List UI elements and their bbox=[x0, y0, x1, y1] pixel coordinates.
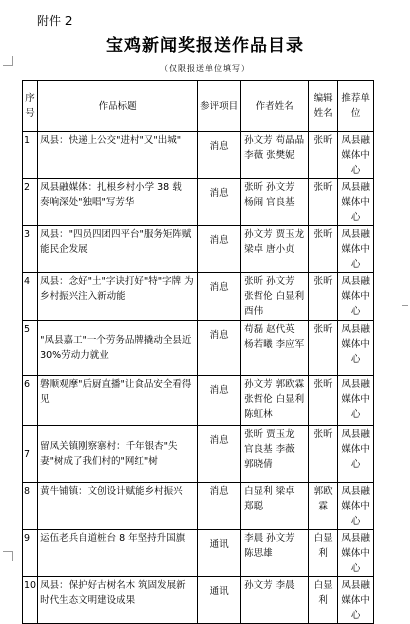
work-unit: 凤县融媒体中心 bbox=[338, 483, 374, 530]
work-category: 消息 bbox=[198, 179, 241, 226]
work-title: 凤县：念好"土"字诀打好"特"字牌 为乡村振兴注入新动能 bbox=[38, 273, 198, 321]
row-number: 9 bbox=[23, 530, 38, 577]
work-editor: 张昕 bbox=[309, 226, 338, 273]
column-header-unit: 推荐单位 bbox=[338, 81, 374, 132]
work-editor: 白显利 bbox=[309, 530, 338, 577]
works-table bbox=[22, 80, 374, 624]
row-number: 8 bbox=[23, 483, 38, 530]
work-category: 消息 bbox=[198, 273, 241, 321]
work-unit: 凤县融媒体中心 bbox=[338, 273, 374, 321]
work-category: 消息 bbox=[198, 226, 241, 273]
work-authors: 张昕 孙文芳 杨闹 官良基 bbox=[241, 179, 309, 226]
column-header-title: 作品标题 bbox=[38, 81, 198, 132]
page-edge-tick bbox=[402, 305, 408, 306]
table-row bbox=[23, 426, 374, 483]
row-number: 2 bbox=[23, 179, 38, 226]
work-editor: 张昕 bbox=[309, 273, 338, 321]
table-header-row bbox=[23, 81, 374, 132]
work-title: 凤县：保护好古树名木 筑固发展新时代生态文明建设成果 bbox=[38, 577, 198, 624]
work-unit: 凤县融媒体中心 bbox=[338, 226, 374, 273]
column-header-category: 参评项目 bbox=[198, 81, 241, 132]
work-unit: 凤县融媒体中心 bbox=[338, 179, 374, 226]
work-authors: 孙文芳 苟晶晶 李薇 张樊妮 bbox=[241, 132, 309, 179]
work-authors: 张昕 贾玉龙 官良基 李薇 郭晓倩 bbox=[241, 426, 309, 483]
work-authors: 张昕 孙文芳 张哲伦 白显利 酉伟 bbox=[241, 273, 309, 321]
table-row bbox=[23, 530, 374, 577]
work-authors: 孙文芳 贾玉龙 梁卓 唐小贞 bbox=[241, 226, 309, 273]
work-unit: 凤县融媒体中心 bbox=[338, 577, 374, 624]
work-editor: 张昕 bbox=[309, 426, 338, 483]
table-row bbox=[23, 273, 374, 321]
work-authors: 李晨 孙文芳 陈思雄 bbox=[241, 530, 309, 577]
work-title: 凤县："四员四团四平台"服务矩阵赋能民企发展 bbox=[38, 226, 198, 273]
work-title: "凤县嘉工"一个劳务品牌撬动全县近30%劳动力就业 bbox=[38, 321, 198, 376]
column-header-authors: 作者姓名 bbox=[241, 81, 309, 132]
work-title: 黄牛铺镇：文创设计赋能乡村振兴 bbox=[38, 483, 198, 530]
work-authors: 苟磊 赵代英 杨若曦 李应军 bbox=[241, 321, 309, 376]
row-number: 3 bbox=[23, 226, 38, 273]
row-number: 6 bbox=[23, 376, 38, 426]
work-editor: 张昕 bbox=[309, 179, 338, 226]
crop-mark-bottom-left bbox=[3, 551, 13, 561]
work-editor: 张昕 bbox=[309, 321, 338, 376]
row-number: 7 bbox=[23, 426, 38, 483]
work-editor: 郭欧霖 bbox=[309, 483, 338, 530]
table-row bbox=[23, 577, 374, 624]
work-title: 凤县融媒体：扎根乡村小学 38 载 奏响深处"独唱"写芳华 bbox=[38, 179, 198, 226]
work-category: 消息 bbox=[198, 376, 241, 426]
work-title: 凤县：快递上公交"进村"又"出城" bbox=[38, 132, 198, 179]
row-number: 4 bbox=[23, 273, 38, 321]
work-category: 消息 bbox=[198, 321, 241, 376]
table-row bbox=[23, 483, 374, 530]
row-number: 5 bbox=[23, 321, 38, 376]
work-unit: 凤县融媒体中心 bbox=[338, 376, 374, 426]
work-editor: 白显利 bbox=[309, 577, 338, 624]
column-header-no: 序号 bbox=[23, 81, 38, 132]
table-row bbox=[23, 321, 374, 376]
work-authors: 白显利 梁卓 郑聪 bbox=[241, 483, 309, 530]
document-subtitle: （仅限报送单位填写） bbox=[160, 64, 250, 73]
work-category: 消息 bbox=[198, 426, 241, 483]
work-category: 通讯 bbox=[198, 530, 241, 577]
table-row bbox=[23, 376, 374, 426]
work-editor: 张昕 bbox=[309, 376, 338, 426]
work-title: 磐顺观摩"后厨直播"让食品安全看得见 bbox=[38, 376, 198, 426]
work-authors: 孙文芳 李晨 bbox=[241, 577, 309, 624]
work-unit: 凤县融媒体中心 bbox=[338, 132, 374, 179]
row-number: 10 bbox=[23, 577, 38, 624]
table-row bbox=[23, 226, 374, 273]
work-category: 消息 bbox=[198, 132, 241, 179]
column-header-editor: 编辑姓名 bbox=[309, 81, 338, 132]
table-row bbox=[23, 132, 374, 179]
work-category: 消息 bbox=[198, 483, 241, 530]
work-unit: 凤县融媒体中心 bbox=[338, 321, 374, 376]
work-editor: 张昕 bbox=[309, 132, 338, 179]
work-title: 留凤关镇刚察寨村：千年银杏"失妻"树成了我们村的"网红"树 bbox=[38, 426, 198, 483]
attachment-label: 附件 2 bbox=[37, 14, 73, 28]
work-authors: 孙文芳 郭欧霖 张哲伦 白显利 陈虹林 bbox=[241, 376, 309, 426]
table-row bbox=[23, 179, 374, 226]
work-category: 通讯 bbox=[198, 577, 241, 624]
work-unit: 凤县融媒体中心 bbox=[338, 426, 374, 483]
work-unit: 凤县融媒体中心 bbox=[338, 530, 374, 577]
work-title: 运伍老兵自道桩台 8 年坚持升国旗 bbox=[38, 530, 198, 577]
row-number: 1 bbox=[23, 132, 38, 179]
document-title: 宝鸡新闻奖报送作品目录 bbox=[106, 36, 304, 56]
